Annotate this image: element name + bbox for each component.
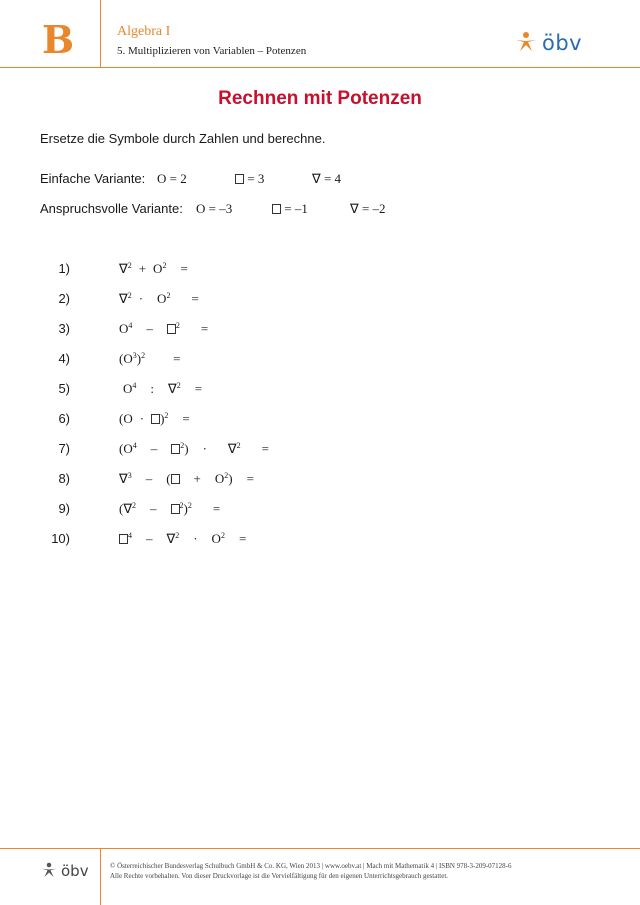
task-expression: $(O^3)^2$ =: [119, 351, 181, 366]
oebv-star-icon: [514, 31, 538, 55]
footer-copyright: [110, 861, 630, 881]
oebv-star-icon: [40, 862, 58, 880]
task-expression: $\nabla^2 + O^2$ =: [119, 261, 188, 276]
footer-line-1: © Österreichischer Bundesverlag Schulbuch GmbH & Co. KG, Wien 2013 | www.oebv.at | Mach mit Mathematik 4 | ISBN 978-3-209-07128-6: [110, 862, 512, 870]
task-number: 9): [58, 501, 70, 516]
footer-divider: [100, 848, 101, 905]
variant-label: Einfache Variante:: [40, 171, 146, 186]
task-expression: $\nabla^2 \cdot O^2$ =: [119, 291, 199, 306]
task-expression: $O^4 - ^2$ =: [119, 321, 209, 336]
nabla-value: ∇ = 4: [312, 171, 342, 186]
task-number: 7): [58, 441, 70, 456]
page-header: [0, 0, 640, 68]
circle-value: O = 2: [157, 171, 187, 186]
footer-logo-text: öbv: [61, 862, 89, 880]
instruction-text: Ersetze die Symbole durch Zahlen und berechne.: [40, 131, 326, 146]
task-number: 8): [58, 471, 70, 486]
task-expression: $^4 - \nabla^2 \cdot O^2$ =: [119, 531, 246, 547]
task-expression: $(O^4 - ^2) \cdot \nabla^2$ =: [119, 441, 269, 456]
task-expression: $O^4$ : ∇$^2$ =: [123, 381, 203, 396]
chapter-badge: B: [42, 17, 75, 62]
nabla-value: ∇ = –2: [350, 201, 386, 216]
footer-logo: [40, 862, 89, 880]
section-title: 5. Multiplizieren von Variablen – Potenzen: [117, 45, 307, 57]
footer-rule: [0, 848, 640, 849]
variant-label: Anspruchsvolle Variante:: [40, 201, 183, 216]
chapter-title: Algebra I: [117, 24, 171, 39]
square-value-text: = –1: [284, 201, 308, 216]
circle-value: O = –3: [196, 201, 233, 216]
worksheet-title: Rechnen mit Potenzen: [218, 88, 422, 109]
task-expression: $(O \cdot )^2$ =: [119, 411, 190, 426]
task-number: 1): [58, 261, 70, 276]
variant-advanced: [40, 201, 386, 216]
task-number: 3): [58, 321, 70, 336]
variant-simple: [40, 171, 342, 186]
publisher-logo: [514, 30, 582, 56]
task-expression: ∇$^3$ – ( + $O^2$) =: [119, 471, 254, 486]
square-value: [235, 171, 264, 187]
task-number: 6): [58, 411, 70, 426]
task-number: 10): [51, 531, 70, 546]
square-value: [272, 201, 308, 217]
task-number: 5): [58, 381, 70, 396]
logo-text: öbv: [542, 31, 583, 55]
header-divider: [100, 0, 101, 67]
square-symbol: [235, 174, 244, 184]
header-rule: [0, 67, 640, 68]
square-value-text: = 3: [247, 171, 265, 186]
task-number: 2): [58, 291, 70, 306]
task-number: 4): [58, 351, 70, 366]
square-symbol: [272, 204, 281, 214]
task-expression: (∇$^2$ – $^2$)$^2$ =: [119, 501, 221, 516]
footer-line-2: Alle Rechte vorbehalten. Von dieser Druckvorlage ist die Vervielfältigung für den eigenen Unterrichtsgebrauch gestattet.: [110, 872, 449, 880]
